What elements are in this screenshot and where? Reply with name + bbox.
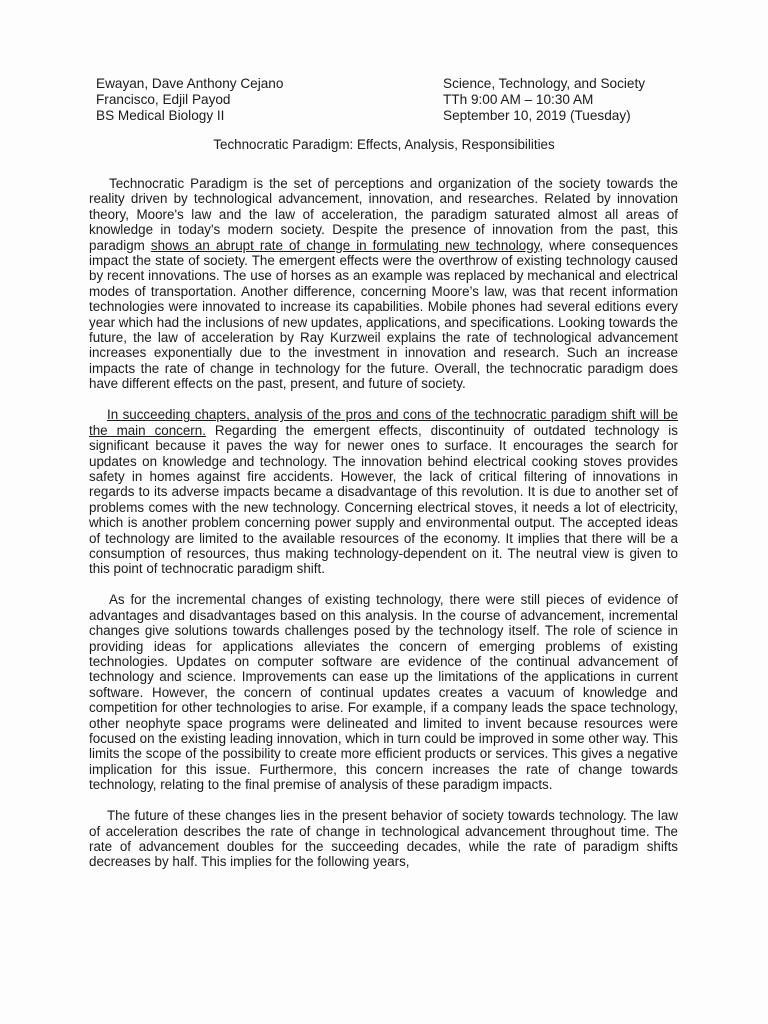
course-program: BS Medical Biology II [96, 108, 225, 123]
paragraph-2-text: Regarding the emergent effects, discontinuity of outdated technology is significant because it paves the way for newer ones to surface. It encourages the search for updates on knowledge and technology. The innovation behind electrical cooking stoves provides safety in homes against fire accidents. However, the lack of critical filtering of innovations in regards to its adverse impacts became a disadvantage of this revolution. It is due to another set of problems comes with the new technology. Concerning electrical stoves, it needs a lot of electricity, which is another problem concerning power supply and environmental output. The accepted ideas of technology are limited to the available resources of the economy. It implies that there will be a consumption of resources, thus making technology-dependent on it. The neutral view is given to this point of technocratic paradigm shift. [89, 422, 678, 577]
document-date: September 10, 2019 (Tuesday) [443, 108, 631, 123]
class-info-block [443, 76, 703, 124]
paragraph-3: As for the incremental changes of existing technology, there were still pieces of evidence of advantages and disadvantages based on this analysis. In the course of advancement, incremental changes give solutions towards challenges posed by the technology itself. The role of science in providing ideas for applications alleviates the concern of emerging problems of existing technologies. Updates on computer software are evidence of the continual advancement of technology and science. Improvements can ease up the limitations of the applications in current software. However, the concern of continual updates creates a vacuum of knowledge and competition for other technologies to arise. For example, if a company leads the space technology, other neophyte space programs were delineated and limited to invent because resources were focused on the existing leading innovation, which in turn could be improved in some other way. This limits the scope of the possibility to create more efficient products or services. This gives a negative implication for this issue. Furthermore, this concern increases the rate of change towards technology, relating to the final premise of analysis of these paradigm impacts. [89, 592, 678, 793]
author-name-2: Francisco, Edjil Payod [96, 92, 231, 107]
author-block [96, 76, 426, 124]
subject-name: Science, Technology, and Society [443, 76, 646, 91]
class-schedule: TTh 9:00 AM – 10:30 AM [443, 92, 594, 107]
document-title: Technocratic Paradigm: Effects, Analysis, Responsibilities [213, 137, 555, 152]
paragraph-2 [89, 407, 678, 576]
paragraph-1-text-b: , where consequences impact the state of society. The emergent effects were the overthrow of existing technology caused by recent innovations. The use of horses as an example was replaced by mechanical and electrical modes of transportation. Another difference, concerning Moore’s law, was that recent information technologies were innovated to increase its capabilities. Mobile phones had several editions every year which had the inclusions of new updates, applications, and specifications. Looking towards the future, the law of acceleration by Ray Kurzweil explains the rate of technological advancement increases exponentially due to the investment in innovation and research. Such an increase impacts the rate of change in technology for the future. Overall, the technocratic paradigm does have different effects on the past, present, and future of society. [89, 237, 679, 392]
paragraph-2-underlined: In succeeding chapters, analysis of the pros and cons of the technocratic paradigm shift will be the main concern. [89, 407, 678, 438]
author-name-1: Ewayan, Dave Anthony Cejano [96, 76, 284, 91]
paragraph-1 [89, 176, 678, 392]
paragraph-1-underlined: shows an abrupt rate of change in formulating new technology [150, 237, 540, 253]
document-body [89, 176, 678, 885]
paragraph-4: The future of these changes lies in the present behavior of society towards technology. The law of acceleration describes the rate of change in technological advancement throughout time. The rate of advancement doubles for the succeeding decades, while the rate of paradigm shifts decreases by half. This implies for the following years, [89, 808, 678, 870]
paragraph-1-text-a: Technocratic Paradigm is the set of perceptions and organization of the society towards the reality driven by technological advancement, innovation, and researches. Related by innovation theory, Moore's law and the law of acceleration, the paradigm saturated almost all areas of knowledge in today's modern society. Despite the presence of innovation from the past, this paradigm [89, 176, 678, 253]
